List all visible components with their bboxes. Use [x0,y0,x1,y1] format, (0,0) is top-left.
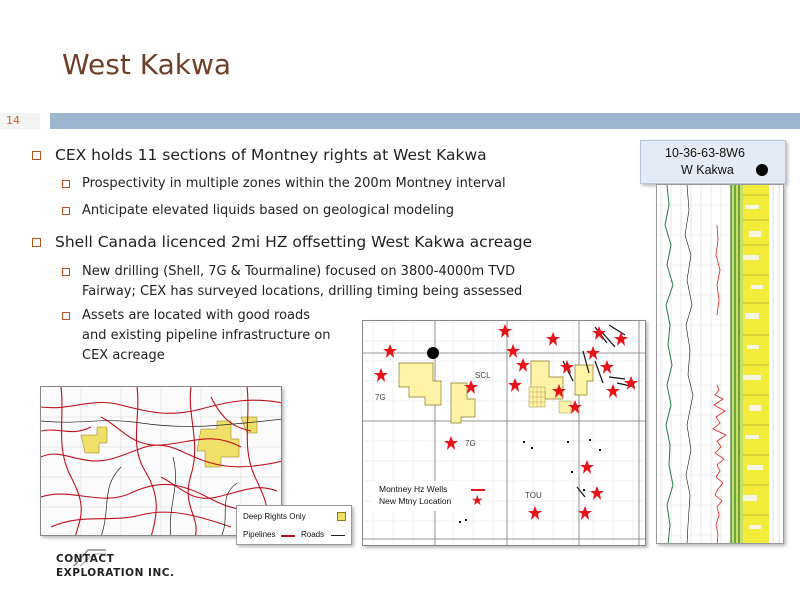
bullet-square-icon [32,151,41,160]
bullet-square-icon [32,238,41,247]
legend-roads-label: Roads [301,530,325,539]
bullet-square-icon [62,180,70,188]
bullet-text: CEX holds 11 sections of Montney rights at West Kakwa [55,146,487,164]
sub-bullet-4 [62,306,331,366]
area-label: 7G [465,439,476,448]
bullet-text-line: and existing pipeline infrastructure on [82,328,331,343]
bullet-text: Anticipate elevated liquids based on geological modeling [82,203,455,218]
sub-bullet-3 [62,262,522,302]
legend-pipelines-label: Pipelines [243,530,276,539]
well-log-image [656,184,784,544]
slide-title: West Kakwa [62,48,232,81]
legend-well-line-icon [471,489,485,491]
well-name: W Kakwa [681,163,734,177]
well-log-graphic [657,185,784,544]
bullet-square-icon [62,268,70,276]
bullet-square-icon [62,312,70,320]
bullet-text: Shell Canada licenced 2mi HZ offsetting West Kakwa acreage [55,233,533,251]
legend-star-icon: ★ [471,492,484,508]
bullet-text-line: New drilling (Shell, 7G & Tourmaline) focused on 3800-4000m TVD [82,264,516,279]
bullet-text-line: Fairway; CEX has surveyed locations, drilling timing being assessed [82,284,523,299]
map-legend [371,481,489,511]
well-id: 10-36-63-8W6 [665,146,745,160]
legend-pipeline-line-icon [281,535,295,537]
legend-deep-rights-label: Deep Rights Only [243,512,306,521]
well-dot-icon [756,164,768,176]
page-number: 14 [6,114,20,127]
logo-line-2: EXPLORATION INC. [56,567,175,579]
legend-locations-label: New Mtny Location [379,496,452,506]
legend-yellow-box-icon [337,512,346,521]
bullet-text-line: CEX acreage [82,348,165,363]
lease-map-graphic [363,321,646,546]
legend-road-line-icon [331,535,345,536]
company-logo [50,548,180,584]
sub-bullet-2 [62,201,454,221]
well-label-callout [640,140,786,184]
sub-bullet-1 [62,174,506,194]
legend-wells-label: Montney Hz Wells [379,484,448,494]
area-label: SCL [475,371,491,380]
regional-map-legend [236,505,352,545]
bullet-text: Prospectivity in multiple zones within the 200m Montney interval [82,176,506,191]
lease-map [362,320,646,546]
area-label: 7G [375,393,386,402]
bullet-2 [32,233,532,251]
bullet-text-line: Assets are located with good roads [82,308,311,323]
area-label: TOU [525,491,542,500]
bullet-square-icon [62,207,70,215]
logo-line-1: CONTACT [56,553,115,565]
bullet-1 [32,146,487,164]
header-bar [50,113,800,129]
